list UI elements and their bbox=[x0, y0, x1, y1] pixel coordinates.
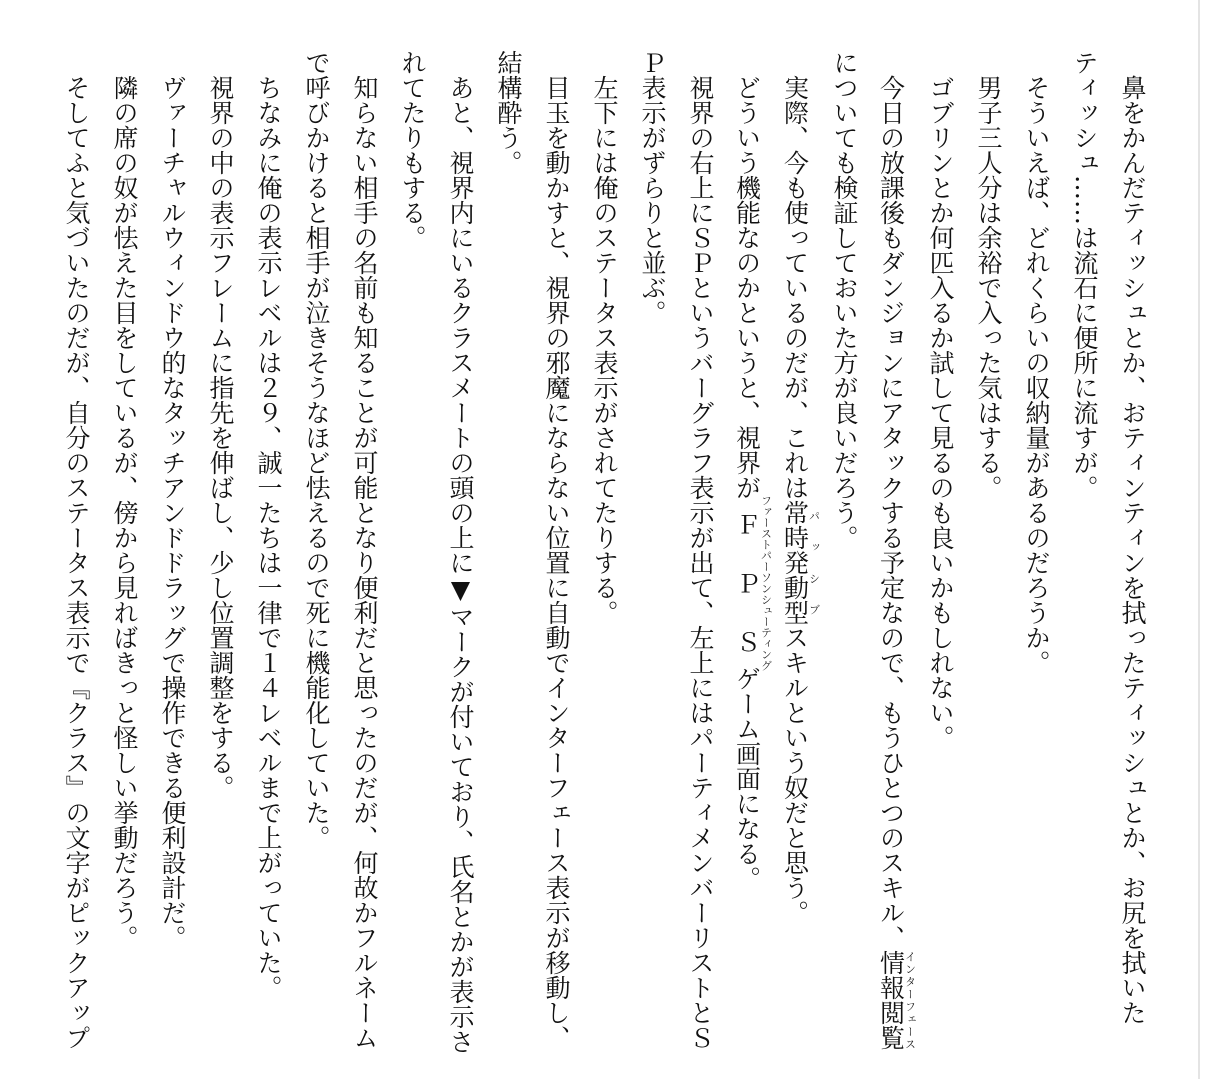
text-segment: ゴブリンとか何匹入るか試して見るのも良いかもしれない。 bbox=[926, 50, 955, 750]
text-segment: 男子三人分は余裕で入った気はする。 bbox=[974, 50, 1003, 500]
text-segment: スキルという奴だと思う。 bbox=[780, 625, 810, 925]
ruby-reading: ファーストパーソンシューティング bbox=[759, 495, 773, 671]
text-segment: 実際、今も使っているのだが、これは bbox=[780, 50, 810, 500]
vertical-text-body bbox=[52, 50, 1156, 1060]
text-line bbox=[820, 50, 868, 1060]
text-line bbox=[772, 50, 820, 1060]
text-segment: れてたりもする。 bbox=[398, 50, 427, 250]
text-line bbox=[676, 50, 724, 1060]
text-segment: ゲーム画面になる。 bbox=[732, 666, 762, 891]
text-segment: どういう機能なのかというと、視界が bbox=[732, 50, 762, 500]
text-line bbox=[100, 50, 148, 1060]
text-line bbox=[1012, 50, 1060, 1060]
text-segment: 視界の右上にＳＰというバーグラフ表示が出て、左上にはパーティメンバーリストとＳ bbox=[686, 50, 715, 1050]
text-segment: ちなみに俺の表示レベルは２９、誠一たちは一律で１４レベルまで上がっていた。 bbox=[254, 50, 283, 1000]
text-line bbox=[196, 50, 244, 1060]
ruby-annotated-word bbox=[780, 500, 821, 625]
ruby-base: 常時発動型 bbox=[780, 500, 810, 625]
text-segment: 視界の中の表示フレームに指先を伸ばし、少し位置調整をする。 bbox=[206, 50, 235, 800]
ruby-annotated-word bbox=[876, 950, 917, 1050]
text-segment: 結構酔う。 bbox=[494, 50, 523, 175]
ruby-reading: インターフェース bbox=[903, 950, 917, 1050]
text-line bbox=[244, 50, 292, 1060]
text-segment: 隣の席の奴が怯えた目をしているが、傍から見ればきっと怪しい挙動だろう。 bbox=[110, 50, 139, 950]
text-line bbox=[340, 50, 388, 1060]
text-segment: そしてふと気づいたのだが、自分のステータス表示で『クラス』の文字がピックアップ bbox=[62, 50, 91, 1050]
text-line bbox=[916, 50, 964, 1060]
ruby-reading: パッシブ bbox=[807, 500, 821, 625]
text-line bbox=[580, 50, 628, 1060]
text-segment: で呼びかけると相手が泣きそうなほど怯えるので死に機能化していた。 bbox=[302, 50, 331, 850]
text-segment: 左下には俺のステータス表示がされてたりする。 bbox=[590, 50, 619, 625]
text-line bbox=[388, 50, 436, 1060]
ruby-base: 情報閲覧 bbox=[876, 950, 906, 1050]
text-line bbox=[436, 50, 484, 1060]
text-line bbox=[628, 50, 676, 1060]
text-segment: そういえば、どれくらいの収納量があるのだろうか。 bbox=[1022, 50, 1051, 675]
text-line bbox=[532, 50, 580, 1060]
text-segment: Ｐ表示がずらりと並ぶ。 bbox=[638, 50, 667, 325]
text-line bbox=[1108, 50, 1156, 1060]
text-segment: ヴァーチャルウィンドウ的なタッチアンドドラッグで操作できる便利設計だ。 bbox=[158, 50, 187, 950]
text-segment: 今日の放課後もダンジョンにアタックする予定なので、もうひとつのスキル、 bbox=[876, 50, 906, 950]
ruby-annotated-word bbox=[732, 495, 773, 671]
text-segment: 鼻をかんだティッシュとか、おティンティンを拭ったティッシュとか、お尻を拭いた bbox=[1118, 50, 1147, 1025]
text-line bbox=[868, 50, 916, 1060]
text-segment: 知らない相手の名前も知ることが可能となり便利だと思ったのだが、何故かフルネーム bbox=[350, 50, 379, 1050]
text-segment: ティッシュ……は流石に便所に流すが。 bbox=[1070, 50, 1099, 500]
text-line bbox=[484, 50, 532, 1060]
text-line bbox=[148, 50, 196, 1060]
text-segment: についても検証しておいた方が良いだろう。 bbox=[830, 50, 859, 550]
text-segment: 目玉を動かすと、視界の邪魔にならない位置に自動でインターフェース表示が移動し、 bbox=[542, 50, 571, 1050]
text-line bbox=[724, 50, 772, 1060]
text-line bbox=[1060, 50, 1108, 1060]
text-segment: あと、視界内にいるクラスメートの頭の上に▼マークが付いており、氏名とかが表示さ bbox=[446, 50, 475, 1054]
text-line bbox=[292, 50, 340, 1060]
text-line bbox=[52, 50, 100, 1060]
ruby-base: ＦＰＳ bbox=[732, 495, 762, 671]
text-line bbox=[964, 50, 1012, 1060]
